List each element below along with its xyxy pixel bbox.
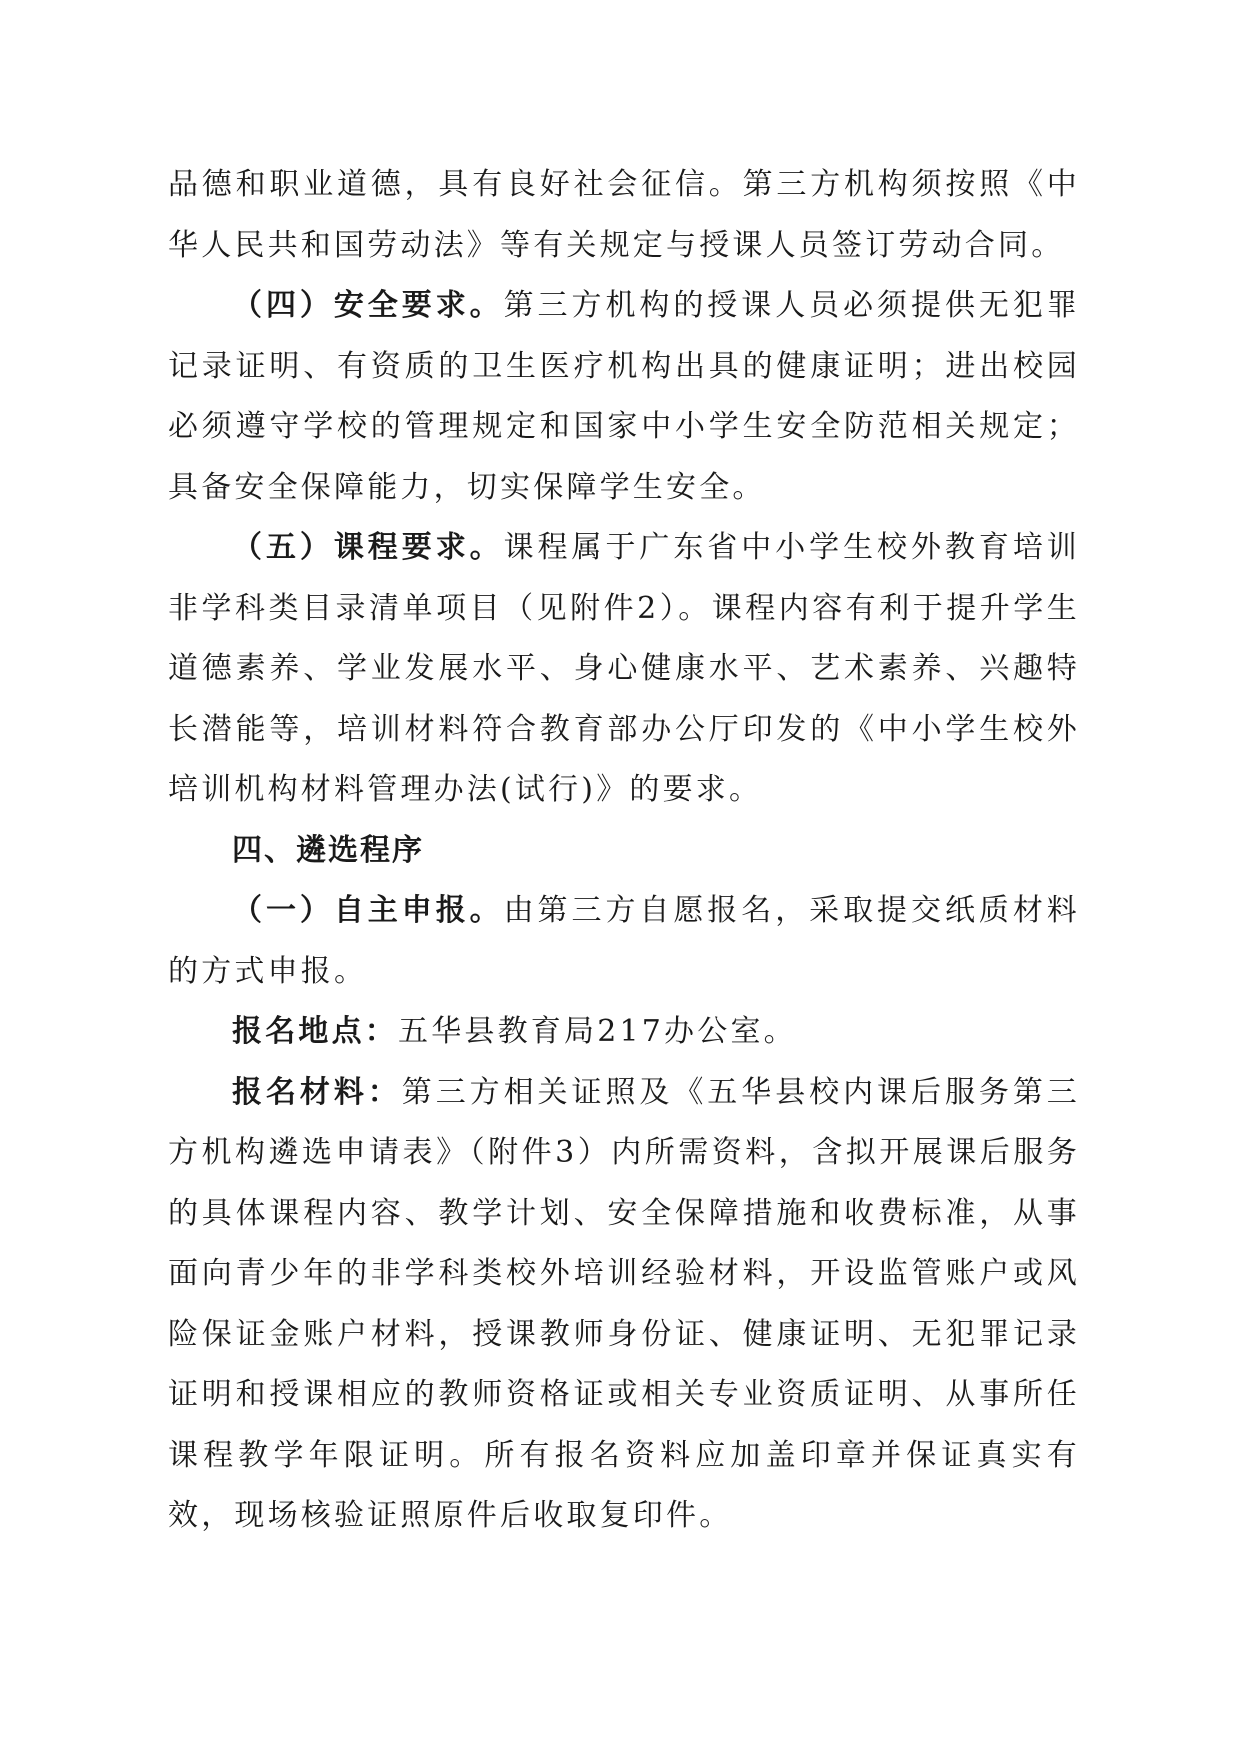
paragraph-label: 报名材料： — [232, 1074, 402, 1110]
paragraph-text: 由第三方自愿报名，采取提交纸质材料的方式申报。 — [168, 893, 1080, 989]
paragraph-label: （五）课程要求。 — [232, 530, 504, 565]
paragraph-label: （四）安全要求。 — [232, 288, 504, 323]
paragraph-label: 报名地点： — [232, 1014, 398, 1049]
paragraph-continuation — [168, 155, 1080, 276]
paragraph-label: （一）自主申报。 — [232, 893, 504, 928]
paragraph-text: 第三方机构的授课人员必须提供无犯罪记录证明、有资质的卫生医疗机构出具的健康证明；进出校园必须遵守学校的管理规定和国家中小学生安全防范相关规定；具备安全保障能力，切实保障学生安全。 — [168, 288, 1080, 505]
paragraph-registration-location — [168, 1002, 1080, 1063]
paragraph-text: 课程属于广东省中小学生校外教育培训非学科类目录清单项目（见附件2）。课程内容有利于提升学生道德素养、学业发展水平、身心健康水平、艺术素养、兴趣特长潜能等，培训材料符合教育部办公厅印发的《中小学生校外培训机构材料管理办法(试行)》的要求。 — [168, 530, 1080, 807]
paragraph-registration-materials — [168, 1063, 1080, 1547]
paragraph-text: 五华县教育局217办公室。 — [398, 1014, 797, 1049]
paragraph-text: 第三方相关证照及《五华县校内课后服务第三方机构遴选申请表》（附件3）内所需资料，含拟开展课后服务的具体课程内容、教学计划、安全保障措施和收费标准，从事面向青少年的非学科类校外培训经验材料，开设监管账户或风险保证金账户材料，授课教师身份证、健康证明、无犯罪记录证明和授课相应的教师资格证或相关专业资质证明、从事所任课程教学年限证明。所有报名资料应加盖印章并保证真实有效，现场核验证照原件后收取复印件。 — [168, 1074, 1080, 1533]
paragraph-text: 品德和职业道德，具有良好社会征信。第三方机构须按照《中华人民共和国劳动法》等有关规定与授课人员签订劳动合同。 — [168, 167, 1080, 263]
paragraph-course-requirements — [168, 518, 1080, 821]
paragraph-self-declaration — [168, 881, 1080, 1002]
paragraph-safety-requirements — [168, 276, 1080, 518]
document-body — [168, 155, 1080, 1547]
section-heading-selection-procedure: 四、遴选程序 — [232, 832, 424, 868]
